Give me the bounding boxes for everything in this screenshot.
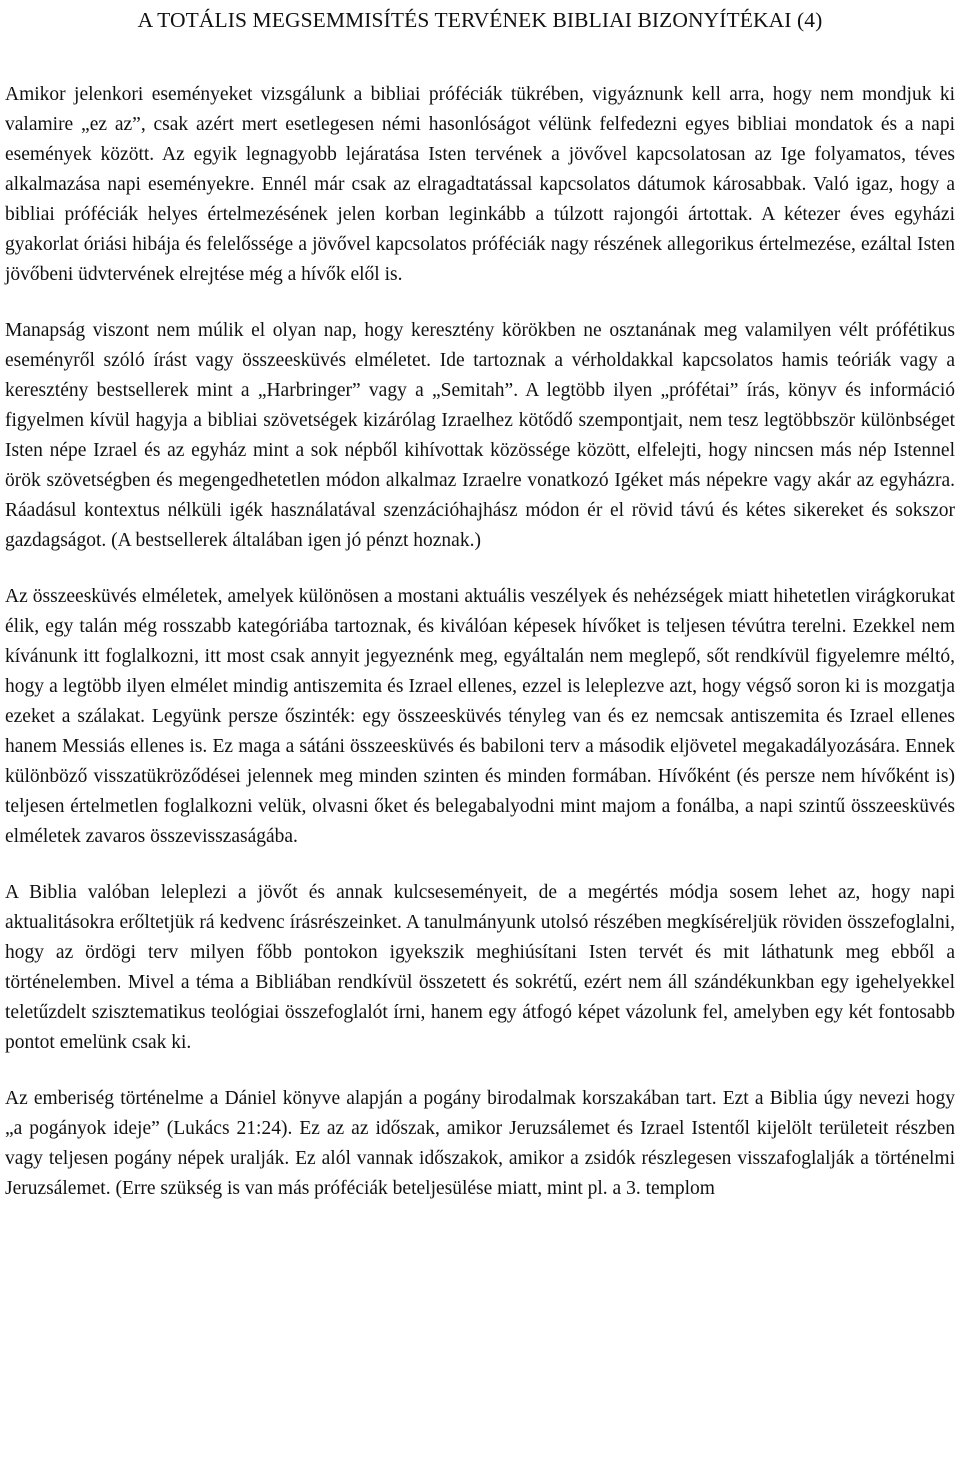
document-title: A TOTÁLIS MEGSEMMISÍTÉS TERVÉNEK BIBLIAI BIZONYÍTÉKAI (4) [137,8,823,32]
paragraph-5: Az emberiség történelme a Dániel könyve alapján a pogány birodalmak korszakában tart. Ezt a Biblia úgy nevezi hogy „a pogányok ideje” (Lukács 21:24). Ez az az időszak, amikor Jeruzsálemet és Izrael Istentől kijelölt területeit részben vagy teljesen pogány népek uralják. Ez alól vannak időszakok, amikor a zsidók részlegesen visszafoglalják a történelmi Jeruzsálemet. (Erre szükség is van más próféciák beteljesülése miatt, mint pl. a 3. templom [5,1088,955,1199]
paragraph-4: A Biblia valóban leleplezi a jövőt és annak kulcseseményeit, de a megértés módja sosem lehet az, hogy napi aktualitásokra erőltetjük rá kedvenc írásrészeinket. A tanulmányunk utolsó részében megkíséreljük röviden összefoglalni, hogy az ördögi terv milyen főbb pontokon igyekszik meghiúsítani Isten tervét és mit láthatunk meg ebből a történelemben. Mivel a téma a Bibliában rendkívül összetett és sokrétű, ezért nem áll szándékunkban egy igehelyekkel teletűzdelt szisztematikus teológiai összefoglalót írni, hanem egy átfogó képet vázolunk fel, amelyben egy két fontosabb pontot emelünk csak ki. [5,882,955,1053]
paragraph-2: Manapság viszont nem múlik el olyan nap, hogy keresztény körökben ne osztanának meg valamilyen vélt prófétikus eseményről szóló írást vagy összeesküvés elméletet. Ide tartoznak a vérholdakkal kapcsolatos hamis teóriák vagy a keresztény bestsellerek mint a „Harbringer” vagy a „Semitah”. A legtöbb ilyen „prófétai” írás, könyv és információ figyelmen kívül hagyja a bibliai szövetségek kizárólag Izraelhez kötődő szempontjait, nem tesz legtöbbször különbséget Isten népe Izrael és az egyház mint a sok népből kihívottak közössége között, elfelejti, hogy nincsen más nép Istennel örök szövetségben és megengedhetetlen módon alkalmaz Izraelre vonatkozó Igéket más népekre vagy akár az egyházra. Ráadásul kontextus nélküli igék használatával szenzációhajhász módon ér el rövid távú és kétes sikereket és sokszor gazdagságot. (A bestsellerek általában igen jó pénzt hoznak.) [5,320,955,551]
paragraph-3: Az összeesküvés elméletek, amelyek különösen a mostani aktuális veszélyek és nehézségek miatt hihetetlen virágkorukat élik, egy talán még rosszabb kategóriába tartoznak, és kiválóan képesek hívőket is teljesen tévútra terelni. Ezekkel nem kívánunk itt foglalkozni, itt most csak annyit jegyeznénk meg, egyáltalán nem meglepő, sőt rendkívül figyelemre méltó, hogy a legtöbb ilyen elmélet mindig antiszemita és Izrael ellenes, ezzel is leleplezve azt, hogy végső soron ki is mozgatja ezeket a szálakat. Legyünk persze őszinték: egy összeesküvés tényleg van és ez nemcsak antiszemita és Izrael ellenes hanem Messiás ellenes is. Ez maga a sátáni összeesküvés és babiloni terv a második eljövetel megakadályozására. Ennek különböző visszatükröződései jelennek meg minden szinten és minden formában. Hívőként (és persze nem hívőként is) teljesen értelmetlen foglalkozni velük, olvasni őket és belegabalyodni mint majom a fonálba, a napi szintű összeesküvés elméletek zavaros összevisszaságába. [5,586,955,847]
document-page [5,0,955,1204]
paragraph-1: Amikor jelenkori eseményeket vizsgálunk a bibliai próféciák tükrében, vigyáznunk kell arra, hogy nem mondjuk ki valamire „ez az”, csak azért mert esetlegesen némi hasonlóságot vélünk felfedezni egyes bibliai mondatok és a napi események között. Az egyik legnagyobb lejáratása Isten tervének a jövővel kapcsolatosan az Ige folyamatos, téves alkalmazása napi eseményekre. Ennél már csak az elragadtatással kapcsolatos dátumok károsabbak. Való igaz, hogy a bibliai próféciák helyes értelmezésének jelen korban leginkább a túlzott rajongói ártottak. A kétezer éves egyházi gyakorlat óriási hibája és felelőssége a jövővel kapcsolatos próféciák nagy részének allegorikus értelmezése, ezáltal Isten jövőbeni üdvtervének elrejtése még a hívők elől is. [5,84,955,285]
